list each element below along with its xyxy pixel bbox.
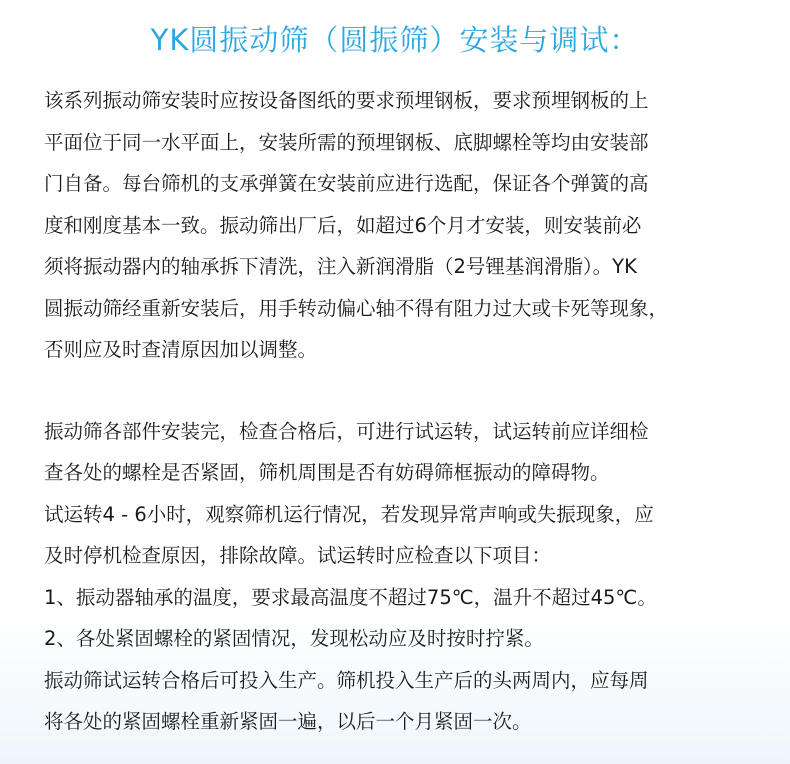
text-line: 门自备。每台筛机的支承弹簧在安装前应进行选配，保证各个弹簧的高 <box>44 172 649 195</box>
text-line: 该系列振动筛安装时应按设备图纸的要求预埋钢板，要求预埋钢板的上 <box>44 89 649 112</box>
text-line: 2、各处紧固螺栓的紧固情况，发现松动应及时按时拧紧。 <box>44 627 544 650</box>
paragraph-spacer <box>44 371 764 411</box>
paragraph-installation <box>44 80 764 371</box>
page-title: YK圆振动筛（圆振筛）安装与调试： <box>150 23 640 57</box>
text-line: 查各处的螺栓是否紧固，筛机周围是否有妨碍筛框振动的障碍物。 <box>44 461 610 484</box>
text-line: 须将振动器内的轴承拆下清洗，注入新润滑脂（2号锂基润滑脂）。YK <box>44 255 637 278</box>
text-line: 否则应及时查清原因加以调整。 <box>44 338 318 361</box>
text-line: 平面位于同一水平面上，安装所需的预埋钢板、底脚螺栓等均由安装部 <box>44 130 649 154</box>
text-line: 将各处的紧固螺栓重新紧固一遍，以后一个月紧固一次。 <box>44 710 532 733</box>
paragraph-trial-run <box>44 411 764 743</box>
text-line: 1、振动器轴承的温度，要求最高温度不超过75℃，温升不超过45℃。 <box>44 585 657 609</box>
text-line: 振动筛试运转合格后可投入生产。筛机投入生产后的头两周内，应每周 <box>44 668 649 692</box>
text-line: 振动筛各部件安装完，检查合格后，可进行试运转，试运转前应详细检 <box>44 419 649 443</box>
text-line: 试运转4 - 6小时，观察筛机运行情况，若发现异常声响或失振现象，应 <box>44 502 654 526</box>
text-line: 及时停机检查原因，排除故障。试运转时应检查以下项目： <box>44 544 552 567</box>
text-line: 度和刚度基本一致。振动筛出厂后，如超过6个月才安装，则安装前必 <box>44 213 642 237</box>
text-line: 圆振动筛经重新安装后，用手转动偏心轴不得有阻力过大或卡死等现象， <box>44 296 669 320</box>
document-body <box>44 80 764 743</box>
